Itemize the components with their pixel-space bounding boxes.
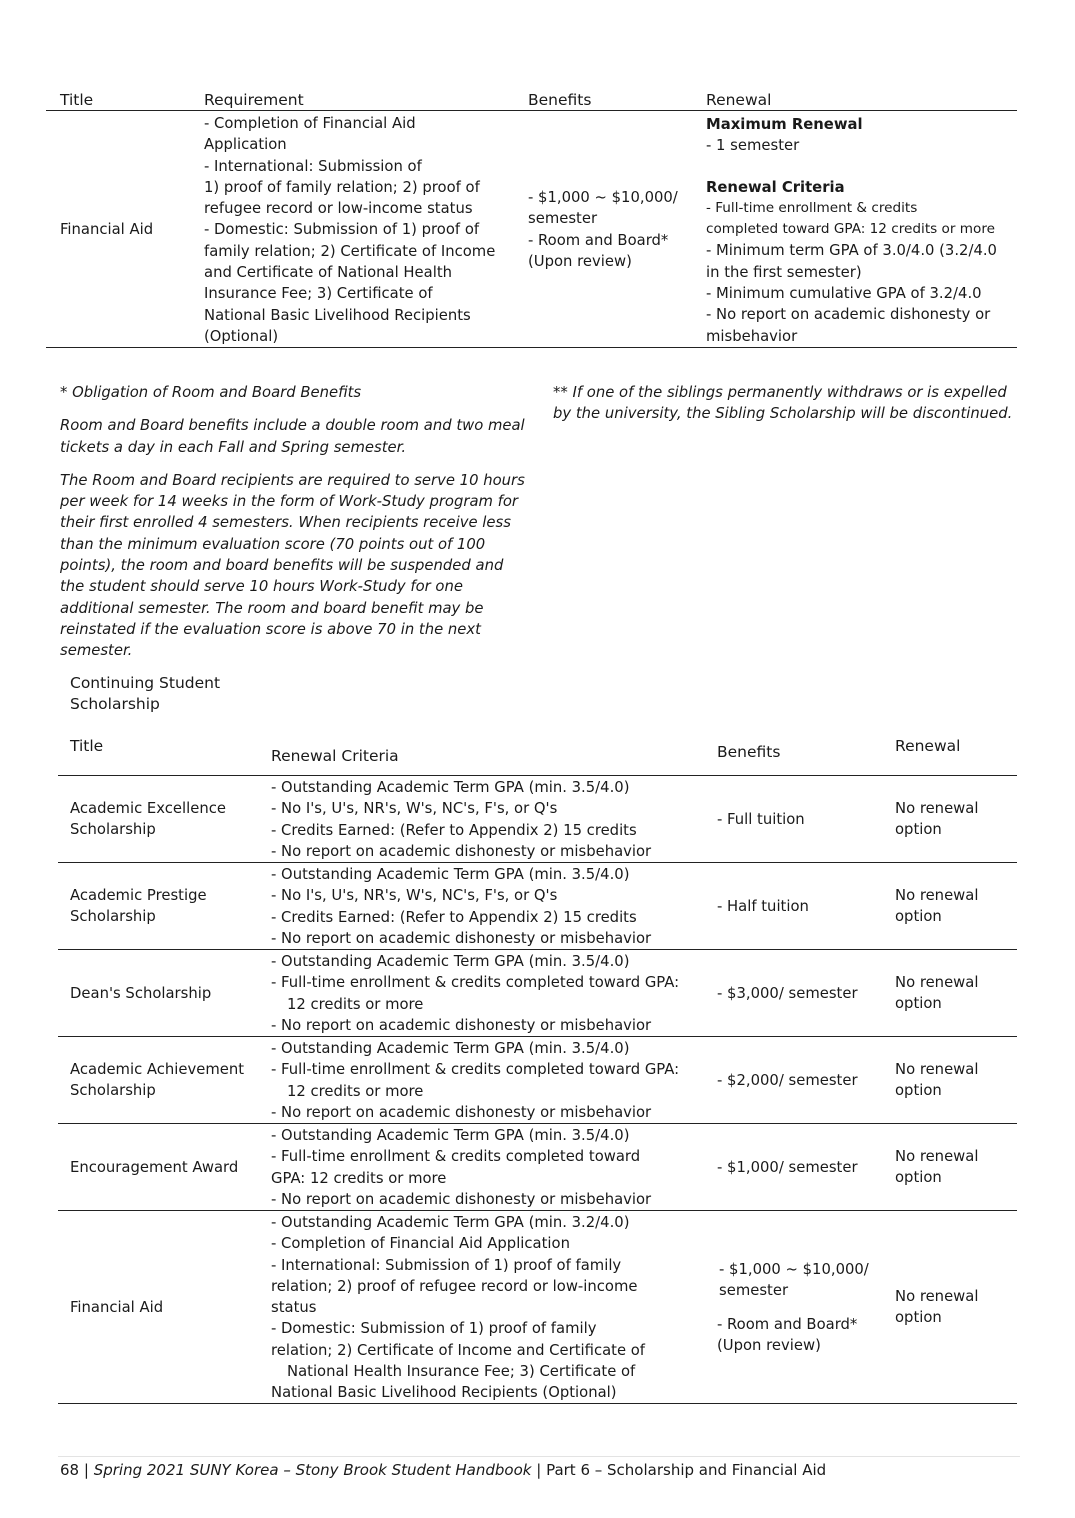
benefit-line: - $1,000 ~ $10,000/ — [719, 1261, 869, 1278]
row-title: Financial Aid — [60, 221, 154, 238]
renewal-criteria-line: - Full-time enrollment & credits — [706, 199, 918, 216]
financial-aid-table — [46, 90, 1017, 348]
header-title: Title — [70, 737, 104, 755]
row-title — [70, 1157, 238, 1178]
row-title — [70, 885, 207, 928]
header-requirement: Requirement — [204, 91, 304, 109]
benefit-line: - $1,000/ semester — [717, 1159, 858, 1176]
benefits-cell — [717, 896, 809, 917]
row-title — [70, 798, 226, 841]
requirement-line: family relation; 2) Certificate of Income — [204, 242, 496, 260]
benefits-cell — [717, 1157, 858, 1178]
renewal-line: No renewal — [895, 1061, 979, 1078]
row-title-line: Academic Excellence — [70, 800, 226, 817]
criteria-line: - Credits Earned: (Refer to Appendix 2) 15 credits — [271, 821, 637, 839]
row-title-line: Encouragement Award — [70, 1159, 239, 1176]
renewal-line: option — [895, 821, 942, 839]
requirement-line: and Certificate of National Health — [204, 264, 453, 282]
row-title-line: Scholarship — [70, 908, 156, 926]
benefits-cell — [717, 1259, 869, 1356]
requirement-line: - International: Submission of — [204, 157, 422, 175]
renewal-criteria-cell — [271, 1212, 701, 1404]
header-benefits: Benefits — [528, 91, 592, 109]
criteria-line: - No I's, U's, NR's, W's, NC's, F's, or Q's — [271, 887, 558, 905]
criteria-line: - Outstanding Academic Term GPA (min. 3.5/4.0) — [271, 953, 630, 970]
criteria-line: - Full-time enrollment & credits completed toward — [271, 1148, 641, 1166]
criteria-line: - Full-time enrollment & credits completed toward GPA: — [271, 1061, 680, 1079]
row-title-line: Academic Prestige — [70, 887, 207, 904]
table-row — [58, 1037, 1017, 1124]
benefit-line: - $2,000/ semester — [717, 1072, 858, 1089]
criteria-line: National Basic Livelihood Recipients (Optional) — [271, 1384, 617, 1402]
renewal-line: option — [895, 1082, 942, 1100]
renewal-line: option — [895, 995, 942, 1013]
note-paragraph: Room and Board benefits include a double room and two meal tickets a day in each Fall and Spring semester. — [60, 417, 525, 456]
requirement-line: (Optional) — [204, 327, 279, 345]
header-renewal-criteria: Renewal Criteria — [271, 747, 399, 765]
row-title — [70, 1059, 244, 1102]
row-title-line: Financial Aid — [70, 1299, 164, 1316]
table-row — [58, 1124, 1017, 1211]
maximum-renewal-heading: Maximum Renewal — [706, 116, 863, 133]
criteria-line: relation; 2) proof of refugee record or low-income — [271, 1277, 638, 1295]
renewal-line: option — [895, 1309, 942, 1327]
renewal-criteria-line: in the first semester) — [706, 263, 862, 281]
page-number: 68 — [60, 1461, 80, 1479]
table-row — [58, 863, 1017, 950]
table-row — [58, 776, 1017, 863]
maximum-renewal-value: - 1 semester — [706, 137, 800, 155]
benefit-line: - $3,000/ semester — [717, 985, 858, 1002]
renewal-cell — [895, 1286, 978, 1329]
row-title-line: Scholarship — [70, 821, 156, 839]
room-and-board-note — [60, 382, 528, 674]
requirement-cell — [204, 113, 514, 347]
row-title-line: Scholarship — [70, 1082, 156, 1100]
sibling-scholarship-note — [553, 382, 1023, 425]
criteria-line: - Full-time enrollment & credits completed toward GPA: — [271, 974, 680, 992]
renewal-line: option — [895, 908, 942, 926]
benefit-line: (Upon review) — [528, 252, 632, 270]
criteria-line: - Outstanding Academic Term GPA (min. 3.5/4.0) — [271, 1127, 630, 1144]
header-title: Title — [60, 91, 94, 109]
section-title: Continuing Student Scholarship — [70, 674, 221, 714]
renewal-line: No renewal — [895, 887, 979, 904]
note-paragraph: The Room and Board recipients are required to serve 10 hours per week for 14 weeks in the form of Work-Study program for their first enrolled 4 semesters. When recipients receive less than the minimum evaluation score (70 points out of 100 points), the room and board benefits will be suspended and the student should serve 10 hours Work-Study for one additional semester. The room and board benefit may be reinstated if the evaluation score is above 70 in the next semester. — [60, 471, 525, 660]
benefits-cell — [717, 983, 858, 1004]
benefits-cell — [528, 187, 688, 272]
header-benefits: Benefits — [717, 743, 781, 761]
note-paragraph: ** If one of the siblings permanently withdraws or is expelled by the university, the Sibling Scholarship will be discontinued. — [553, 384, 1013, 423]
benefits-cell — [717, 1070, 858, 1091]
criteria-line: - No report on academic dishonesty or misbehavior — [271, 1103, 652, 1121]
requirement-line: Insurance Fee; 3) Certificate of — [204, 285, 433, 303]
criteria-line: - No report on academic dishonesty or misbehavior — [271, 1190, 652, 1208]
benefit-line: (Upon review) — [717, 1336, 821, 1354]
table-row — [58, 1211, 1017, 1404]
renewal-cell — [895, 885, 978, 928]
renewal-criteria-cell — [271, 1125, 701, 1210]
criteria-line: 12 credits or more — [287, 995, 424, 1013]
requirement-line: - Domestic: Submission of 1) proof of — [204, 221, 480, 239]
table-header — [46, 90, 1017, 111]
renewal-line: option — [895, 1169, 942, 1187]
criteria-line: relation; 2) Certificate of Income and Certificate of — [271, 1341, 646, 1359]
criteria-line: - No report on academic dishonesty or misbehavior — [271, 929, 652, 947]
renewal-criteria-line: - Minimum term GPA of 3.0/4.0 (3.2/4.0 — [706, 242, 997, 260]
table-row — [58, 950, 1017, 1037]
renewal-criteria-cell — [271, 1038, 701, 1123]
benefits-cell — [717, 809, 805, 830]
table-row — [46, 111, 1017, 348]
renewal-cell — [895, 1146, 978, 1189]
requirement-line: - Completion of Financial Aid — [204, 115, 416, 132]
criteria-line: National Health Insurance Fee; 3) Certificate of — [287, 1363, 636, 1381]
criteria-line: - Outstanding Academic Term GPA (min. 3.5/4.0) — [271, 779, 630, 796]
criteria-line: GPA: 12 credits or more — [271, 1169, 447, 1187]
criteria-line: - Credits Earned: (Refer to Appendix 2) 15 credits — [271, 908, 637, 926]
benefit-line: semester — [719, 1282, 789, 1300]
criteria-line: - No I's, U's, NR's, W's, NC's, F's, or Q's — [271, 800, 558, 818]
renewal-criteria-cell — [271, 951, 701, 1036]
renewal-line: No renewal — [895, 800, 979, 817]
criteria-line: status — [271, 1299, 317, 1317]
header-renewal: Renewal — [706, 91, 772, 109]
row-title — [70, 983, 211, 1004]
renewal-criteria-line: misbehavior — [706, 327, 798, 345]
continuing-scholarship-table — [58, 735, 1017, 1404]
criteria-line: - Completion of Financial Aid Application — [271, 1235, 570, 1253]
benefit-line: - Room and Board* — [528, 231, 669, 249]
criteria-line: - Outstanding Academic Term GPA (min. 3.5/4.0) — [271, 866, 630, 883]
criteria-line: - Domestic: Submission of 1) proof of family — [271, 1320, 597, 1338]
renewal-criteria-line: - No report on academic dishonesty or — [706, 306, 991, 324]
renewal-criteria-cell — [271, 777, 701, 862]
requirement-line: 1) proof of family relation; 2) proof of — [204, 178, 480, 196]
criteria-line: 12 credits or more — [287, 1082, 424, 1100]
benefit-line: - Half tuition — [717, 898, 809, 915]
part-title: | Part 6 – Scholarship and Financial Aid — [536, 1461, 827, 1479]
criteria-line: - Outstanding Academic Term GPA (min. 3.5/4.0) — [271, 1040, 630, 1057]
requirement-line: National Basic Livelihood Recipients — [204, 306, 471, 324]
row-title-line: Academic Achievement — [70, 1061, 245, 1078]
renewal-cell — [706, 114, 1016, 347]
renewal-criteria-line: completed toward GPA: 12 credits or more — [706, 221, 995, 238]
criteria-line: - Outstanding Academic Term GPA (min. 3.2/4.0) — [271, 1214, 630, 1231]
footer-rule — [58, 1456, 1020, 1457]
criteria-line: - No report on academic dishonesty or misbehavior — [271, 1016, 652, 1034]
renewal-line: No renewal — [895, 1148, 979, 1165]
footer-separator: | — [83, 1461, 89, 1479]
row-title — [70, 1297, 163, 1318]
benefit-line: semester — [528, 210, 598, 228]
renewal-line: No renewal — [895, 1288, 979, 1305]
benefit-line: - $1,000 ~ $10,000/ — [528, 189, 678, 206]
criteria-line: - No report on academic dishonesty or misbehavior — [271, 842, 652, 860]
criteria-line: - International: Submission of 1) proof of family — [271, 1256, 622, 1274]
renewal-criteria-cell — [271, 864, 701, 949]
header-renewal: Renewal — [895, 737, 961, 755]
publication-title: Spring 2021 SUNY Korea – Stony Brook Student Handbook — [93, 1461, 532, 1479]
renewal-criteria-line: - Minimum cumulative GPA of 3.2/4.0 — [706, 285, 982, 303]
page-footer — [60, 1461, 826, 1479]
benefit-line: - Room and Board* — [717, 1315, 858, 1333]
renewal-criteria-heading: Renewal Criteria — [706, 178, 845, 196]
requirement-line: Application — [204, 136, 287, 154]
renewal-cell — [895, 1059, 978, 1102]
note-title: * Obligation of Room and Board Benefits — [60, 384, 362, 401]
row-title-line: Dean's Scholarship — [70, 985, 212, 1002]
benefit-line: - Full tuition — [717, 811, 805, 828]
requirement-line: refugee record or low-income status — [204, 200, 473, 218]
renewal-cell — [895, 972, 978, 1015]
renewal-cell — [895, 798, 978, 841]
table-header — [58, 735, 1017, 776]
renewal-line: No renewal — [895, 974, 979, 991]
